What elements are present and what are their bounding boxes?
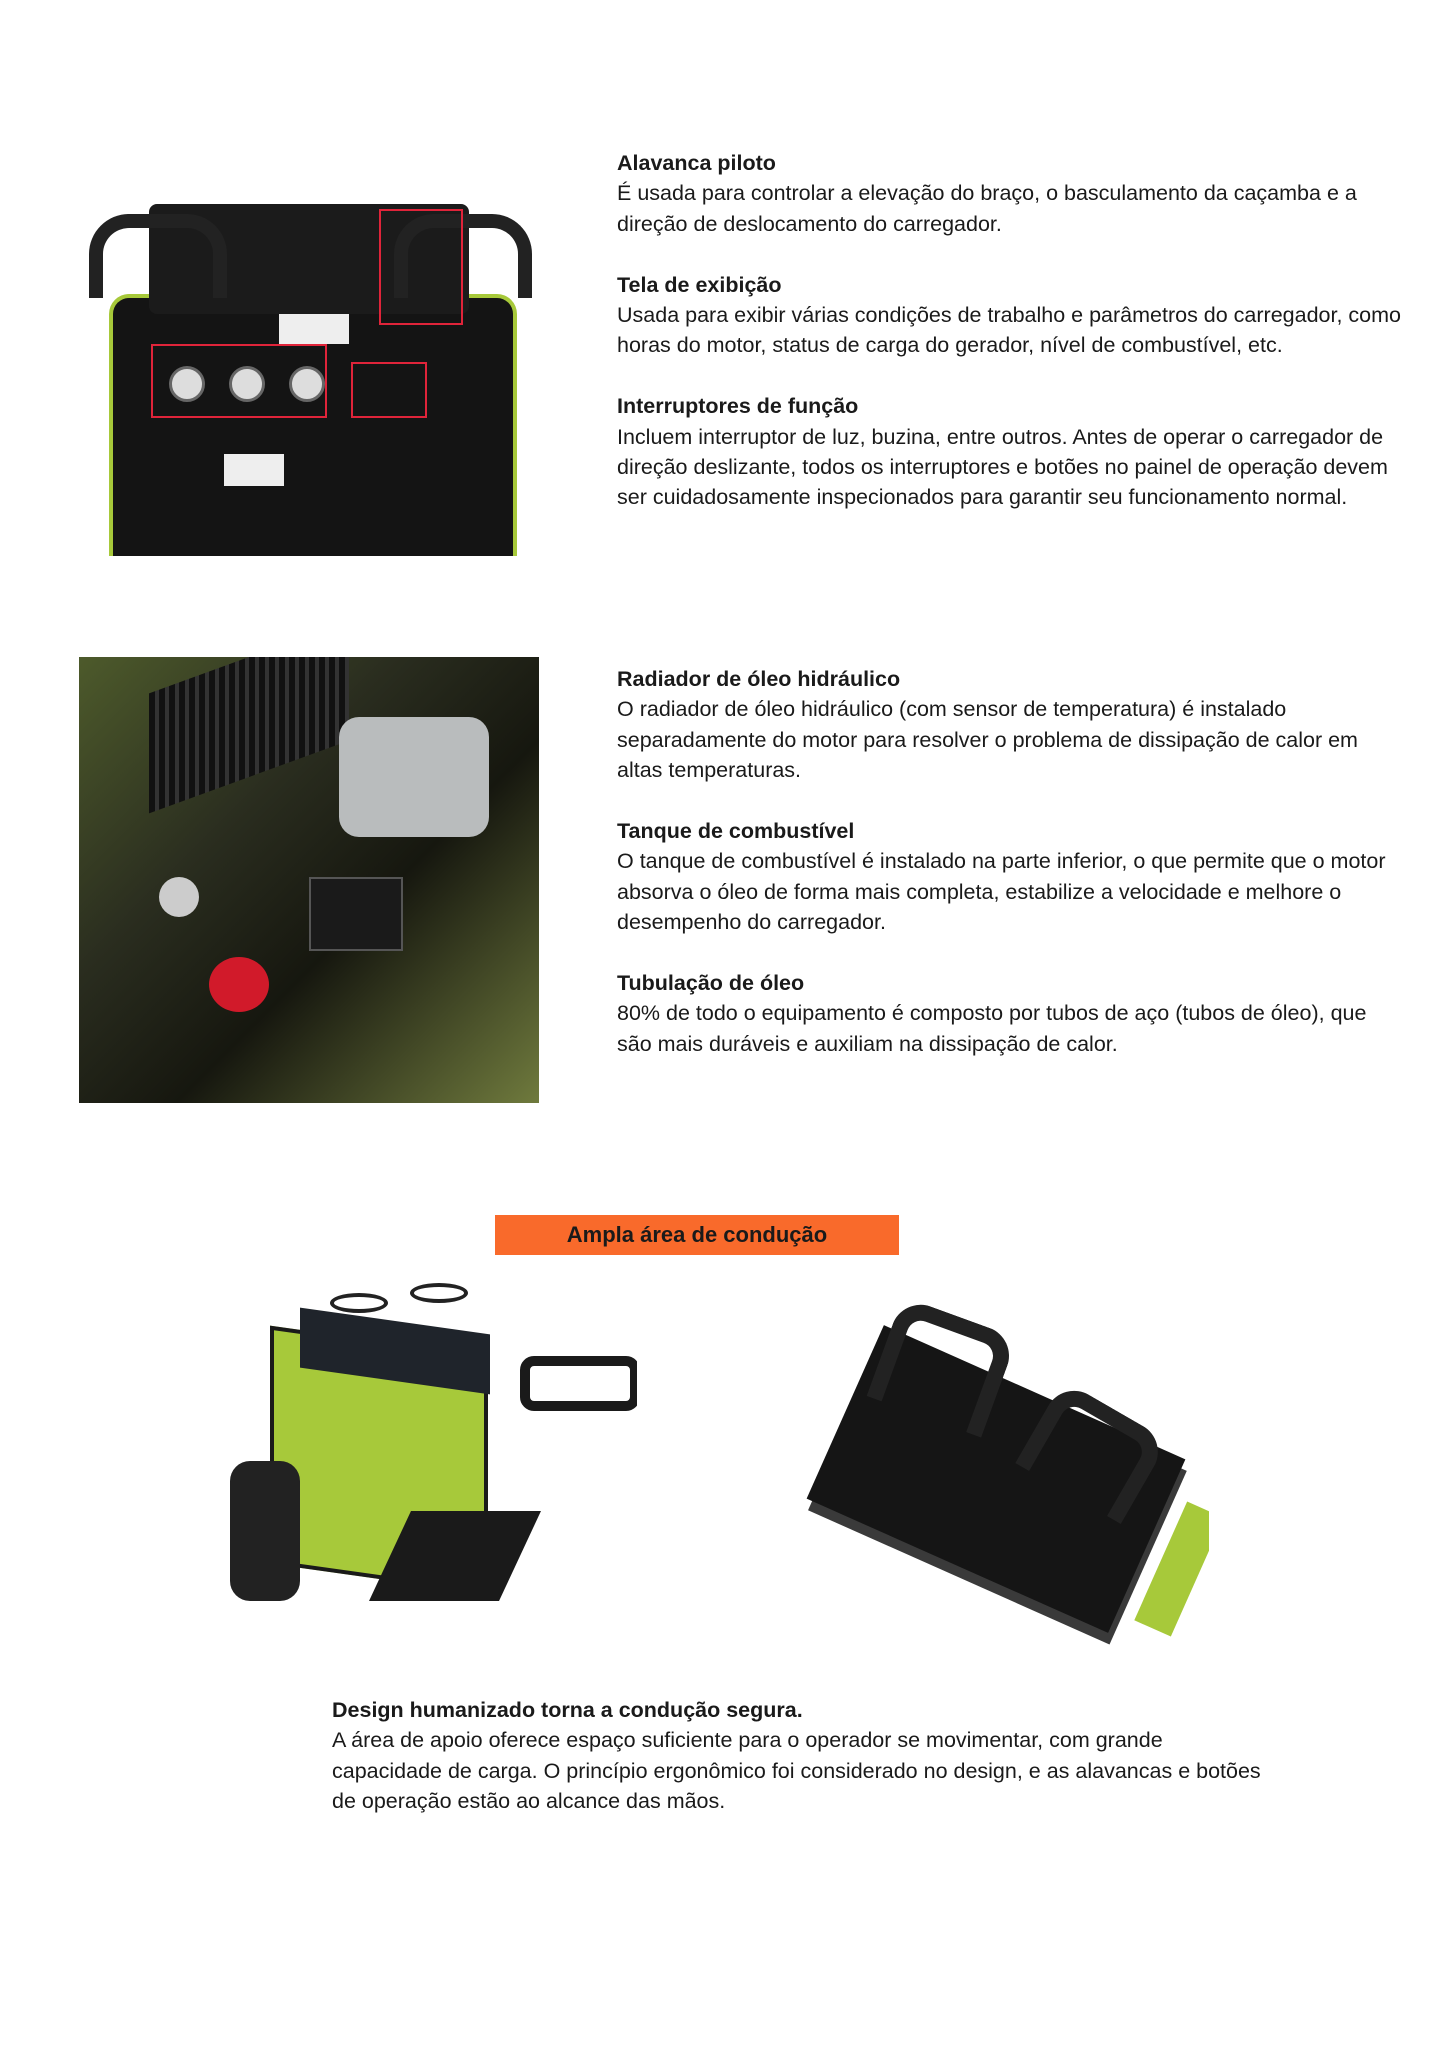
- item-text: É usada para controlar a elevação do braço, o basculamento da caçamba e a direção de deslocamento do carregador.: [617, 181, 1357, 236]
- left-handle: [89, 214, 227, 298]
- item-title: Tanque de combustível: [617, 819, 855, 844]
- warning-sticker: [224, 454, 284, 486]
- item-text: 80% de todo o equipamento é composto por tubos de aço (tubos de óleo), que são mais duráveis e auxiliam na dissipação de calor.: [617, 1001, 1367, 1056]
- track: [230, 1461, 300, 1601]
- control-panel-render: [801, 1294, 1209, 1655]
- item-title: Radiador de óleo hidráulico: [617, 667, 901, 691]
- pilot-lever-highlight: [379, 209, 463, 325]
- section3-text: [332, 1695, 1272, 1847]
- engine-bay-photo: [79, 657, 539, 1103]
- battery: [309, 877, 403, 951]
- item-text: O tanque de combustível é instalado na parte inferior, o que permite que o motor absorva o óleo de forma mais completa, estabilize a velocidade e melhore o desempenho do carregador.: [617, 849, 1386, 935]
- gauge-icon: [289, 366, 325, 402]
- section3-body: A área de apoio oferece espaço suficiente para o operador se movimentar, com grande capacidade de carga. O princípio ergonômico foi considerado no design, e as alavancas e botões de operação estão ao alcance das mãos.: [332, 1728, 1261, 1814]
- label-sticker: [279, 314, 349, 344]
- item-title: Tubulação de óleo: [617, 971, 805, 996]
- item-text: O radiador de óleo hidráulico (com sensor de temperatura) é instalado separadamente do motor para resolver o problema de dissipação de calor em altas temperaturas.: [617, 697, 1358, 783]
- gauge-icon: [169, 366, 205, 402]
- section3-title: Design humanizado torna a condução segura.: [332, 1698, 803, 1722]
- item-text: Incluem interruptor de luz, buzina, entre outros. Antes de operar o carregador de direção deslizante, todos os interruptores e botões no painel de operação devem ser cuidadosamente inspecionados para garantir seu funcionamento normal.: [617, 424, 1388, 510]
- control-panel-photo: [89, 164, 532, 556]
- item-text: Usada para exibir várias condições de trabalho e parâmetros do carregador, como horas do motor, status de carga do gerador, nível de combustível, etc.: [617, 303, 1401, 358]
- section-banner: Ampla área de condução: [495, 1215, 899, 1255]
- loader-render: [230, 1281, 637, 1635]
- fuel-cap: [209, 957, 269, 1012]
- section1-text: [617, 148, 1407, 543]
- radiator-cap: [159, 877, 199, 917]
- grab-handle: [520, 1356, 637, 1411]
- item-title: Tela de exibição: [617, 272, 782, 297]
- item-title: Alavanca piloto: [617, 151, 776, 175]
- steering-wheel: [410, 1283, 468, 1303]
- hydraulic-pump: [339, 717, 489, 837]
- section2-text: [617, 664, 1407, 1090]
- grille: [149, 657, 349, 813]
- item-title: Interruptores de função: [617, 394, 859, 419]
- steering-wheel: [330, 1293, 388, 1313]
- switches-highlight: [351, 362, 427, 418]
- gauge-icon: [229, 366, 265, 402]
